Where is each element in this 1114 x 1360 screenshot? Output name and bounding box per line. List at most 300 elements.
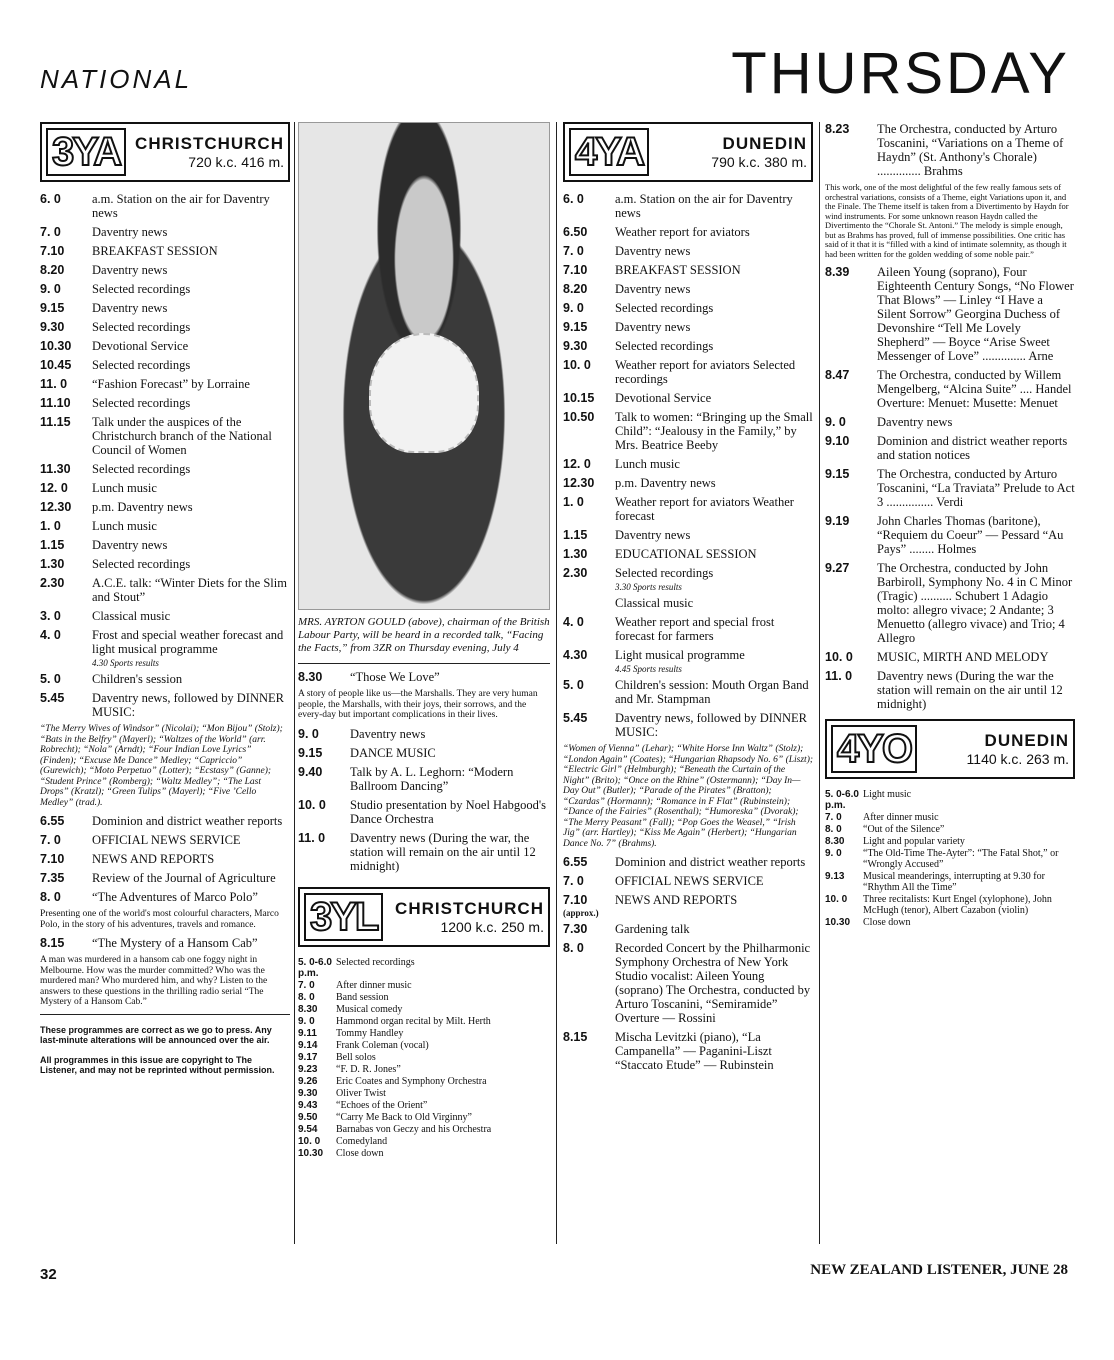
- time: 8. 0: [40, 890, 61, 904]
- time: 6. 0: [40, 192, 61, 206]
- programme-list: [563, 678, 813, 739]
- list-item: [40, 263, 290, 277]
- programme: Daventry news: [615, 320, 691, 334]
- programme: Studio presentation by Noel Habgood's Dance Orchestra: [350, 797, 546, 826]
- list-item: [825, 917, 1075, 928]
- programme: Daventry news: [615, 282, 691, 296]
- list-item: [563, 615, 813, 643]
- time: 9.17: [298, 1051, 318, 1063]
- programme: A.C.E. talk: “Winter Diets for the Slim and Stout”: [92, 576, 287, 604]
- time: 1.30: [563, 547, 588, 561]
- programme: Selected recordings: [92, 358, 191, 372]
- time: 9.50: [298, 1111, 318, 1123]
- programme: “Echoes of the Orient”: [336, 1099, 428, 1111]
- programme-list: [563, 922, 813, 1072]
- list-item: [40, 192, 290, 220]
- city: DUNEDIN: [722, 134, 807, 153]
- column-3ya: [40, 122, 290, 1075]
- list-item: [298, 957, 550, 979]
- station-header-3yl: [298, 887, 550, 947]
- programme: Lunch music: [615, 457, 680, 471]
- programme: “Those We Love”: [350, 670, 440, 684]
- callsign: 3YL: [304, 893, 383, 941]
- time: 8.30: [298, 670, 323, 684]
- programme: Talk to women: “Bringing up the Small Child”: “Jealousy in the Family,” by Mrs. Beatrice Beeby: [615, 410, 813, 452]
- time: 1. 0: [40, 519, 61, 533]
- time: 10. 0: [825, 650, 853, 664]
- programme: “The Old-Time The-Ayter”: “The Fatal Shot,” or “Wrongly Accused”: [863, 848, 1059, 870]
- list-item: [825, 848, 1075, 870]
- list-item: [40, 282, 290, 296]
- programme-list: [825, 122, 1075, 178]
- list-item: [563, 1030, 813, 1072]
- programme: Gardening talk: [615, 922, 690, 936]
- column-4ya: [563, 122, 813, 1077]
- column-rule: [819, 122, 820, 1244]
- list-item: [298, 746, 550, 760]
- time: 4. 0: [40, 628, 61, 642]
- time: 11.15: [40, 415, 71, 429]
- programme-list: [563, 855, 813, 907]
- frequency: 790 k.c. 380 m.: [711, 154, 807, 170]
- time: 9.27: [825, 561, 850, 575]
- programme-list: [298, 727, 550, 873]
- time: 8. 0: [825, 824, 842, 835]
- time: 5.45: [563, 711, 588, 725]
- programme-list: [40, 814, 290, 904]
- programme: Devotional Service: [615, 391, 712, 405]
- programme-list: [298, 670, 550, 684]
- time: 1.15: [563, 528, 588, 542]
- programme: OFFICIAL NEWS SERVICE: [92, 833, 241, 847]
- time: 9. 0: [40, 282, 61, 296]
- programme: BREAKFAST SESSION: [615, 263, 741, 277]
- callsign: 4YO: [831, 725, 917, 773]
- list-item: [40, 871, 290, 885]
- time: 7.10: [563, 263, 588, 277]
- time: 9.10: [825, 434, 850, 448]
- programme: Daventry news, followed by DINNER MUSIC:: [615, 711, 807, 739]
- list-item: [825, 650, 1075, 664]
- list-item: [40, 557, 290, 571]
- publication-line: NEW ZEALAND LISTENER, JUNE 28: [810, 1262, 1068, 1278]
- list-item: [825, 368, 1075, 410]
- time: 9. 0: [298, 1015, 315, 1027]
- time: 7. 0: [825, 812, 842, 823]
- time: 7.30: [563, 922, 588, 936]
- programme: “Carry Me Back to Old Virginny”: [336, 1111, 472, 1123]
- list-item: [563, 391, 813, 405]
- programme: Light and popular variety: [863, 836, 965, 847]
- list-item: [563, 282, 813, 296]
- column-photo: [298, 122, 550, 1160]
- sports-note: 4.45 Sports results: [615, 664, 682, 674]
- copyright-notice: All programmes in this issue are copyright to The Listener, and may not be reprinted without permission.: [40, 1054, 275, 1075]
- time: 8.20: [40, 263, 65, 277]
- time: 1.30: [40, 557, 65, 571]
- time: 7. 0: [298, 979, 315, 991]
- list-item: [563, 358, 813, 386]
- programme: Eric Coates and Symphony Orchestra: [336, 1075, 487, 1087]
- list-item: [40, 462, 290, 476]
- time: 10. 0: [298, 1135, 321, 1147]
- time: 6. 0: [563, 192, 584, 206]
- time: 5. 0: [40, 672, 61, 686]
- list-item: [40, 852, 290, 866]
- time: 8. 0: [563, 941, 584, 955]
- time: 10.15: [563, 391, 595, 405]
- time: 10.50: [563, 410, 595, 424]
- photo-caption: MRS. AYRTON GOULD (above), chairman of the British Labour Party, will be heard in a recorded talk, “Facing the Facts,” from 3ZR on Thursday evening, July 4: [298, 616, 550, 654]
- list-item: [298, 1076, 550, 1087]
- callsign: 4YA: [569, 128, 649, 176]
- programme: DANCE MUSIC: [350, 745, 436, 760]
- programme: a.m. Station on the air for Daventry news: [92, 192, 270, 220]
- time: 7.10: [40, 244, 65, 258]
- list-item: [563, 922, 813, 936]
- time: 11. 0: [298, 830, 326, 845]
- programme: Talk under the auspices of the Christchurch branch of the National Council of Women: [92, 415, 272, 457]
- time: 9.19: [825, 514, 850, 528]
- list-item: [40, 936, 290, 950]
- programme: Dominion and district weather reports: [615, 855, 806, 869]
- programme-list: [298, 957, 550, 1159]
- programme: Dominion and district weather reports: [92, 814, 283, 828]
- programme: Daventry news, followed by DINNER MUSIC:: [92, 691, 284, 719]
- time: 5. 0: [563, 678, 584, 692]
- programme: Weather report for aviators Weather forecast: [615, 495, 794, 523]
- time: 10.45: [40, 358, 72, 372]
- programme: Weather report for aviators Selected recordings: [615, 358, 796, 386]
- programme-list: [40, 936, 290, 950]
- programme: Light musical programme: [615, 648, 745, 662]
- programme-list: [825, 789, 1075, 928]
- day-heading: THURSDAY: [731, 41, 1070, 106]
- time: 12. 0: [40, 481, 68, 495]
- time: 5.45: [40, 691, 65, 705]
- programme: Classical music: [92, 609, 171, 623]
- section-label: NATIONAL: [40, 64, 193, 94]
- programme: Daventry news: [350, 726, 426, 741]
- list-item: [563, 528, 813, 542]
- time: 2.30: [40, 576, 65, 590]
- list-item: [40, 358, 290, 372]
- programme: John Charles Thomas (baritone), “Requiem du Coeur” — Pessard “Au Pays” ........ Holmes: [877, 514, 1064, 556]
- time: 8.30: [825, 836, 845, 847]
- list-item: [298, 1064, 550, 1075]
- time: 8.15: [563, 1030, 588, 1044]
- list-item: [40, 833, 290, 847]
- time: 8. 0: [298, 991, 315, 1003]
- programme: Weather report for aviators: [615, 225, 750, 239]
- programme: Children's session: Mouth Organ Band and Mr. Stampman: [615, 678, 809, 706]
- list-item: [298, 1148, 550, 1159]
- list-item: [40, 481, 290, 495]
- list-item: [40, 538, 290, 552]
- programme: Weather report and special frost forecast for farmers: [615, 615, 775, 643]
- list-item: [298, 1100, 550, 1111]
- column-rule: [294, 122, 295, 1244]
- time: 4. 0: [563, 615, 584, 629]
- programme: Daventry news: [877, 415, 953, 429]
- list-item: [825, 894, 1075, 916]
- list-item: [563, 566, 813, 580]
- list-item: [298, 727, 550, 741]
- programme: Selected recordings: [336, 956, 415, 968]
- time: 6.55: [563, 855, 588, 869]
- list-item: [563, 244, 813, 258]
- list-item: [40, 415, 290, 457]
- list-item: [563, 893, 813, 907]
- time: 9.23: [298, 1063, 318, 1075]
- time: 9.43: [298, 1099, 318, 1111]
- station-header-4ya: [563, 122, 813, 182]
- programme: Close down: [863, 917, 911, 928]
- list-item: [40, 377, 290, 391]
- time: 9.30: [563, 339, 588, 353]
- list-item: [563, 874, 813, 888]
- programme-list: [563, 615, 813, 662]
- programme: Band session: [336, 991, 389, 1003]
- programme: The Orchestra, conducted by Willem Mengelberg, “Alcina Suite” .... Handel Overture: Menuet: Musette: Menuet: [877, 368, 1072, 410]
- list-item: [563, 457, 813, 471]
- programme: Selected recordings: [615, 566, 714, 580]
- programme: Recorded Concert by the Philharmonic Symphony Orchestra of New York Studio vocalist: Aileen Young (soprano) The Orchestra, conducted by Arturo Toscanini, “Semiramide” Overture — Rossini: [615, 941, 811, 1025]
- list-item: [40, 890, 290, 904]
- list-item: [40, 339, 290, 353]
- time: 6.55: [40, 814, 65, 828]
- list-item: [40, 244, 290, 258]
- programme: NEWS AND REPORTS: [615, 893, 738, 907]
- time: 7. 0: [40, 225, 61, 239]
- programme: p.m. Daventry news: [92, 500, 193, 514]
- time: 12. 0: [563, 457, 591, 471]
- list-item: [40, 225, 290, 239]
- programme: The Orchestra, conducted by Arturo Toscanini, “Variations on a Theme of Haydn” (St. Anthony's Chorale) .............. Brahms: [877, 122, 1064, 178]
- programme: Musical comedy: [336, 1003, 403, 1015]
- time: 9. 0: [825, 848, 842, 859]
- time: 10. 0: [825, 894, 848, 905]
- column-rule: [556, 122, 557, 1244]
- time: 9. 0: [563, 301, 584, 315]
- programme: Talk by A. L. Leghorn: “Modern Ballroom Dancing”: [350, 764, 514, 793]
- list-item: [825, 415, 1075, 429]
- sports-note: 3.30 Sports results: [615, 582, 682, 592]
- programme: Hammond organ recital by Milt. Herth: [336, 1015, 491, 1027]
- programme: Daventry news (During the war, the station will remain on the air until 12 midnight): [350, 830, 536, 873]
- programme: Three recitalists: Kurt Engel (xylophone), John McHugh (tenor), Albert Cazabon (violin): [863, 894, 1052, 916]
- list-item: [298, 831, 550, 873]
- programme: Lunch music: [92, 481, 157, 495]
- time: 7.10: [563, 893, 588, 907]
- time: 8.30: [298, 1003, 318, 1015]
- time: 11. 0: [825, 669, 853, 683]
- time: 4.30: [563, 648, 588, 662]
- page-number: 32: [40, 1266, 57, 1283]
- time: 9.13: [825, 871, 845, 882]
- programme: Tommy Handley: [336, 1027, 404, 1039]
- list-item: [563, 495, 813, 523]
- list-item: [298, 1088, 550, 1099]
- time: 9.30: [298, 1087, 318, 1099]
- list-item: [298, 1016, 550, 1027]
- list-item: [40, 519, 290, 533]
- time: 9.15: [40, 301, 65, 315]
- city: CHRISTCHURCH: [395, 898, 544, 918]
- programme: Daventry news: [92, 301, 168, 315]
- divider: [298, 663, 550, 664]
- time: 1.15: [40, 538, 65, 552]
- divider: [40, 1014, 290, 1015]
- dinner-music: “The Merry Wives of Windsor” (Nicolai); “Mon Bijou” (Stolz); “Bats in the Belfry” (Mayerl); “Waltzes of the World” (arr. Robrecht); “Nola” (Arndt); “Four Indian Love Lyrics” (Finden); “Excuse Me Dance” Medley; “Capriccio” (Gurewich); “Moto Perpetuo” (Lotter); “Ecstasy” (Ganne); “Student Prince” (Romberg); “Waltz Medley”; “The Last Drops” (Kratzl); “Green Tulips” (Mayerl); “Five ’Cello Medley” (trad.).: [40, 724, 283, 808]
- list-item: [40, 609, 290, 623]
- list-item: [298, 1004, 550, 1015]
- programme: Musical meanderings, interrupting at 9.30 for “Rhythm All the Time”: [863, 871, 1045, 893]
- list-item: [298, 765, 550, 793]
- list-item: [825, 789, 1075, 811]
- time: 10. 0: [298, 797, 326, 812]
- programme: The Orchestra, conducted by John Barbiroll, Symphony No. 4 in C Minor (Tragic) .......... Schubert 1 Adagio molto: allegro vivace; 2 Andante; 3 Menuetto (allegro vivace) and Trio; 4 Allegro: [877, 561, 1073, 645]
- list-item: [825, 434, 1075, 462]
- time: 2.30: [563, 566, 588, 580]
- programme: Comedyland: [336, 1135, 388, 1147]
- time: 1. 0: [563, 495, 584, 509]
- city: CHRISTCHURCH: [135, 134, 284, 153]
- programme: Aileen Young (soprano), Four Eighteenth Century Songs, “No Flower That Blows” — Linley “I Have a Silent Sorrow” Georgina Duchess of Devonshire “Tell Me Lovely Shepherd” — Boyce “Arise Sweet Messenger of Love” .............. Arne: [877, 265, 1074, 363]
- programme: Daventry news: [92, 225, 168, 239]
- programme: Oliver Twist: [336, 1087, 386, 1099]
- station-header-4yo: [825, 719, 1075, 779]
- list-item: [40, 576, 290, 604]
- programme: Close down: [336, 1147, 384, 1159]
- list-item: [40, 628, 290, 656]
- programme: Bell solos: [336, 1051, 376, 1063]
- sports-note: 4.30 Sports results: [92, 658, 159, 668]
- programme-list: [40, 192, 290, 656]
- time: 9.11: [298, 1027, 317, 1039]
- programme: OFFICIAL NEWS SERVICE: [615, 874, 764, 888]
- programme: Dominion and district weather reports and station notices: [877, 434, 1068, 462]
- programme: Mischa Levitzki (piano), “La Campanella” — Paganini-Liszt “Staccato Etude” — Rubinstein: [615, 1030, 774, 1072]
- programme: Children's session: [92, 672, 183, 686]
- time: 10.30: [298, 1147, 324, 1159]
- frequency: 1140 k.c. 263 m.: [966, 751, 1069, 767]
- frequency: 720 k.c. 416 m.: [188, 154, 284, 170]
- programme: “Out of the Silence”: [863, 824, 945, 835]
- list-item: [298, 1136, 550, 1147]
- time: 12.30: [40, 500, 72, 514]
- time: 11.10: [40, 396, 71, 410]
- list-item: [40, 320, 290, 334]
- time: 9. 0: [298, 726, 319, 741]
- list-item: [563, 225, 813, 239]
- list-item: [40, 691, 290, 719]
- list-item: [563, 678, 813, 706]
- list-item: [563, 301, 813, 315]
- programme: Selected recordings: [92, 282, 191, 296]
- programme: The Orchestra, conducted by Arturo Toscanini, “La Traviata” Prelude to Act 3 ............... Verdi: [877, 467, 1075, 509]
- list-item: [298, 1052, 550, 1063]
- programme: Daventry news: [92, 263, 168, 277]
- station-header-3ya: [40, 122, 290, 182]
- programme: p.m. Daventry news: [615, 476, 716, 490]
- programme: Light music: [863, 789, 912, 800]
- list-item: [298, 1124, 550, 1135]
- programme: Daventry news: [615, 528, 691, 542]
- programme: Barnabas von Geczy and his Orchestra: [336, 1123, 492, 1135]
- time: 7. 0: [563, 874, 584, 888]
- city: DUNEDIN: [984, 731, 1069, 750]
- list-item: [563, 648, 813, 662]
- list-item: [563, 263, 813, 277]
- time: 9.54: [298, 1123, 318, 1135]
- list-item: [40, 814, 290, 828]
- time: 11.30: [40, 462, 71, 476]
- callsign: 3YA: [46, 128, 126, 176]
- list-item: [825, 265, 1075, 363]
- time: 10.30: [825, 917, 851, 928]
- programme-description: A story of people like us—the Marshalls. They are very human people, the Marshalls, with their joys, their sorrows, and the every-day but important complications in their lives.: [298, 689, 538, 720]
- list-item: [563, 410, 813, 452]
- list-item: [563, 941, 813, 1025]
- time: 11. 0: [40, 377, 68, 391]
- list-item: [563, 476, 813, 490]
- programme: Daventry news (During the war the station will remain on the air until 12 midnight): [877, 669, 1063, 711]
- programme: Selected recordings: [92, 462, 191, 476]
- frequency: 1200 k.c. 250 m.: [440, 918, 544, 935]
- time: 8.39: [825, 265, 850, 279]
- programme: “F. D. R. Jones”: [336, 1063, 401, 1075]
- approx-note: (approx.): [563, 908, 599, 918]
- list-item: [563, 192, 813, 220]
- time: 9.15: [563, 320, 588, 334]
- time: 10. 0: [563, 358, 591, 372]
- programme: Lunch music: [92, 519, 157, 533]
- programme: BREAKFAST SESSION: [92, 244, 218, 258]
- programme: Selected recordings: [615, 339, 714, 353]
- time: 9.15: [825, 467, 850, 481]
- time: 9.40: [298, 764, 323, 779]
- programme-description: This work, one of the most delightful of the few really famous sets of orchestral variations, consists of a Theme, eight Variations upon it, and the Finale. The Theme itself is taken from a Divertimento by Haydn for wind instruments. For some unknown reason Haydn called the Divertimento the “Chorale St. Antoni.” The melody is simple enough, but as Brahms has proved, full of immense possibilities. One critic has said of it that it is “filled with a kind of intimate solemnity, as though it had been written for the golden wedding of some noble pair.”: [825, 182, 1069, 259]
- list-item: [563, 711, 813, 739]
- programme: Selected recordings: [92, 557, 191, 571]
- programme-description: Presenting one of the world's most colourful characters, Marco Polo, in the story of his adventures, travels and romance.: [40, 909, 279, 930]
- programme-list: [40, 672, 290, 719]
- programme: Selected recordings: [92, 320, 191, 334]
- list-item: [298, 1112, 550, 1123]
- list-item: [298, 1028, 550, 1039]
- list-item: [40, 301, 290, 315]
- time: 9.26: [298, 1075, 318, 1087]
- programme-list: [563, 192, 813, 580]
- time: 12.30: [563, 476, 595, 490]
- time: 7. 0: [563, 244, 584, 258]
- time: 7.10: [40, 852, 65, 866]
- time: 8.20: [563, 282, 588, 296]
- list-item: [298, 992, 550, 1003]
- time: 3. 0: [40, 609, 61, 623]
- programme: “Fashion Forecast” by Lorraine: [92, 377, 250, 391]
- programme: After dinner music: [336, 979, 412, 991]
- programme: Selected recordings: [615, 301, 714, 315]
- notice: These programmes are correct as we go to press. Any last-minute alterations will be announced over the air.: [40, 1024, 272, 1045]
- programme: “The Adventures of Marco Polo”: [92, 890, 258, 904]
- time: 8.23: [825, 122, 850, 136]
- programme: EDUCATIONAL SESSION: [615, 547, 757, 561]
- portrait-photo: [298, 122, 550, 610]
- list-item: [825, 514, 1075, 556]
- list-item: [825, 871, 1075, 893]
